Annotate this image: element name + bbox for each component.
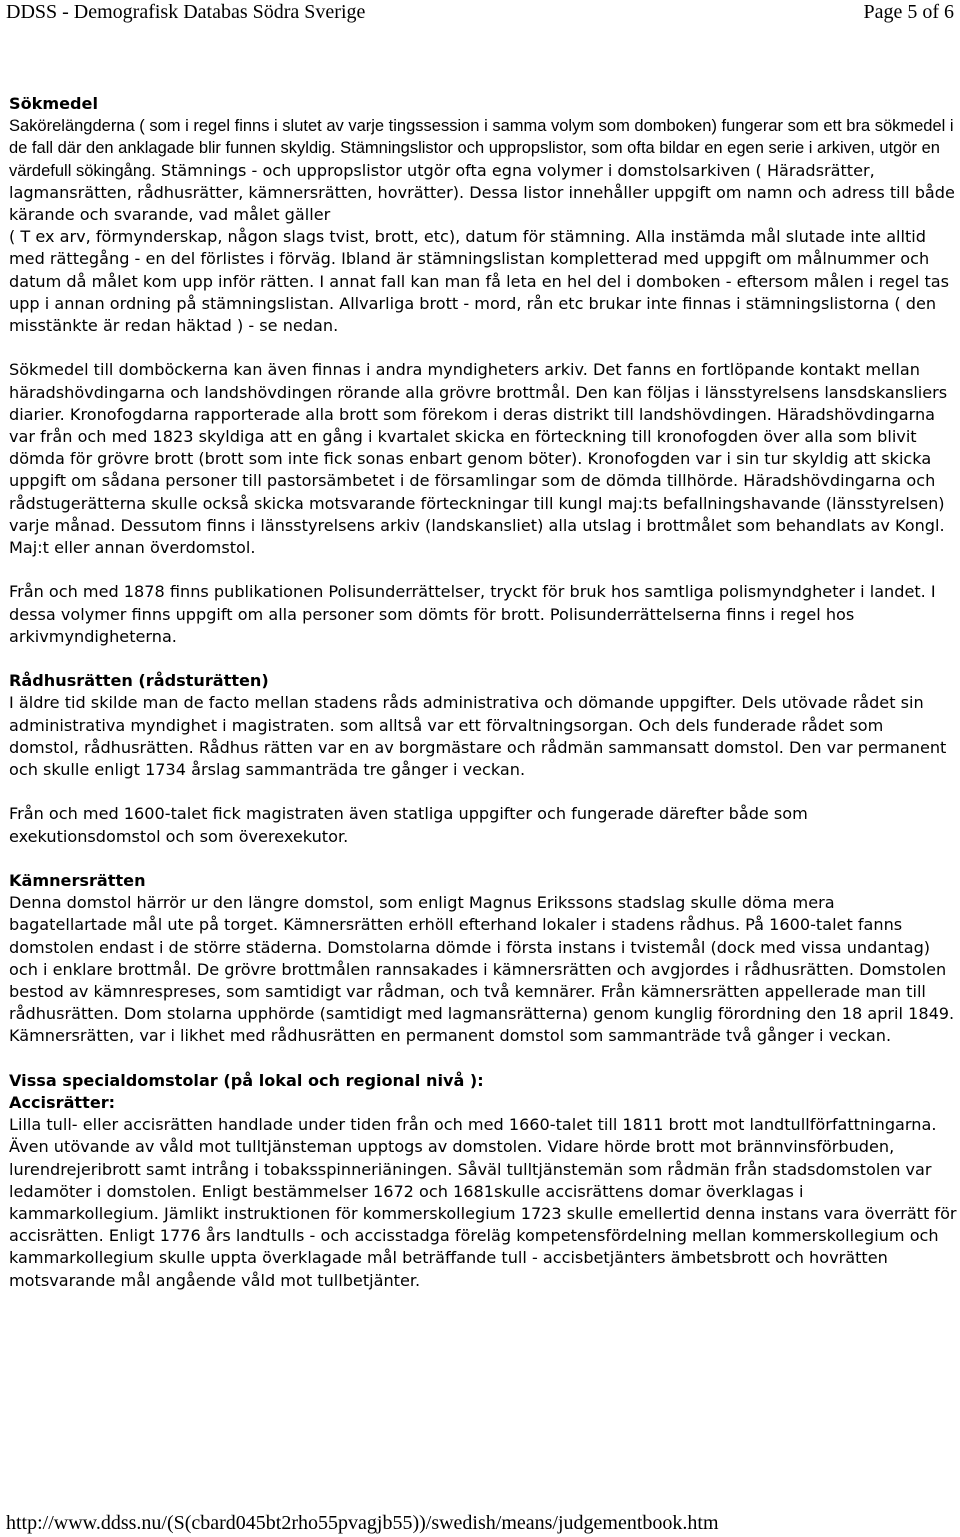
paragraph-sokmedel-3: Från och med 1878 finns publikationen Polisunderrättelser, tryckt för bruk hos samtliga polismyndgheter i landet. I dessa volymer finns uppgift om alla personer som dömts för brott. Polisunderrättelserna finns i regel hos arkivmyndigheterna.: [9, 582, 936, 646]
paragraph-kamnersratten-1: Denna domstol härrör ur den längre domstol, som enligt Magnus Erikssons stadslag skulle döma mera bagatellartade mål ute på torget. Kämnersrätten erhöll efterhand lokaler i stadens rådhus. På 1600-talet fanns domstolen endast i de större städerna. Domstolarna dömde i första instans i tvistemål (dock med vissa undantag) och i enklare brottmål. De grövre brottmålen rannsakades i kämnersrätten och avgjordes i rådhusrätten. Domstolen bestod av kämnrespreses, som samtidigt var rådman, och två kemnärer. Från kämnersrätten appellerade man till rådhusrätten. Dom stolarna upphörde (samtidigt med lagmansrätterna) genom kunglig förordning den 18 april 1849. Kämnersrätten, var i likhet med rådhusrätten en permanent domstol som sammanträde två gånger i veckan.: [9, 893, 955, 1046]
page-title: DDSS - Demografisk Databas Södra Sverige: [6, 1, 366, 23]
heading-accisratter: Accisrätter:: [9, 1093, 116, 1113]
heading-sokmedel: Sökmedel: [9, 94, 98, 113]
footer-url: http://www.ddss.nu/(S(cbard045bt2rho55pvagjb55))/swedish/means/judgementbook.htm: [6, 1512, 719, 1534]
document-body: [9, 93, 957, 1314]
print-header: [0, 0, 960, 24]
heading-kamnersratten: Kämnersrätten: [9, 871, 146, 891]
paragraph-radhusratten-1: I äldre tid skilde man de facto mellan stadens råds administrativa och dömande uppgifter. Dels utövade rådet sin administrativa myndighet i magistraten. som alltså var ett förvaltningsorgan. Och dels funderade rådet som domstol, rådhusrätten. Rådhus rätten var en av borgmästare och rådmän sammansatt domstol. Den var permanent och skulle enligt 1734 årslag sammanträda tre gånger i veckan.: [9, 693, 947, 780]
paragraph-sokmedel-1: [9, 115, 957, 226]
paragraph-accisratter-1: Lilla tull- eller accisrätten handlade under tiden från och med 1660-talet till 1811 brott mot landtullförfattningarna. Även utövande av våld mot tulltjänsteman upptogs av domstolen. Vidare hörde brott mot brännvinsförbuden, lurendrejeribrott samt intrång i tobaksspinneriäningen. Såväl tulltjänstemän som rådmän från stadsdomstolen var ledamöter i domstolen. Enligt bestämmelser 1672 och 1681skulle accisrättens domar överklagas i kammarkollegium. Jämlikt instruktionen för kommerskollegium 1723 skulle emellertid denna instans vara överrätt för accisrätten. Enligt 1776 års landtulls - och accisstadga föreläg kompetensfördelning mellan kommerskollegium och kammarkollegium skulle uppta överklagade mål beträffande tull - accisbetjänters ämbetsbrott och hovrätten motsvarande mål angående våld mot tullbetjänter.: [9, 1115, 957, 1290]
paragraph-radhusratten-2: Från och med 1600-talet fick magistraten även statliga uppgifter och fungerade därefter både som exekutionsdomstol och som överexekutor.: [9, 804, 808, 846]
paragraph-sokmedel-1b: Stämnings - och uppropslistor utgör ofta egna volymer i domstolsarkiven ( Häradsrätter, lagmansrätten, rådhusrätter, kämnersrätten, hovrätter). Dessa listor innehåller uppgift om namn och adress till både kärande och svarande, vad målet gäller: [9, 160, 955, 225]
paragraph-sokmedel-1c: ( T ex arv, förmynderskap, någon slags tvist, brott, etc), datum för stämning. Alla instämda mål slutade inte alltid med rättegång - en del förlistes i förväg. Ibland är stämningslistan kompletterad med uppgift om målnummer och datum då målet kom upp inför rätten. I annat fall kan man få leta en hel del i domboken - eftersom målen i regel tas upp i annan ordning på stämningslistan. Allvarliga brott - mord, rån etc brukar inte finnas i stämningslistorna ( den misstänkte är redan häktad ) - se nedan.: [9, 227, 950, 336]
heading-specialdomstolar: Vissa specialdomstolar (på lokal och regional nivå ):: [9, 1070, 484, 1090]
paragraph-sokmedel-2: Sökmedel till domböckerna kan även finnas i andra myndigheters arkiv. Det fanns en fortlöpande kontakt mellan häradshövdingarna och landshövdingen rörande alla grövre brottmål. Den kan följas i länsstyrelsens lansdskansliers diarier. Kronofogdarna rapporterade alla brott som förekom i deras distrikt till landshövdingen. Häradshövdingarna var från och med 1823 skyldiga att en gång i kvartalet skicka en förteckning till kronofogden över alla som blivit dömda för grövre brott (brott som inte fick sonas enbart genom böter). Kronofogden var i sin tur skyldig att skicka uppgift om sådana personer till pastorsämbetet i de församlingar som de dömda tillhörde. Häradshövdingarna och rådstugerätterna skulle också skicka motsvarande förteckningar till kungl maj:ts befallningshavande (länsstyrelsen) varje månad. Dessutom finns i länsstyrelsens arkiv (landskansliet) alla utslag i brottmålet som behandlats av Kongl. Maj:t eller annan överdomstol.: [9, 360, 948, 558]
page-number: Page 5 of 6: [863, 1, 954, 23]
paragraph-sokmedel-1a: Sakörelängderna ( som i regel finns i slutet av varje tingssession i samma volym som domboken) fungerar som ett bra sökmedel i de fall där den anklagade blir funnen skyldig. Stämningslistor och uppropslistor, som ofta bildar en egen serie i arkiven, utgör en värdefull sökingång.: [9, 117, 954, 180]
heading-radhusratten: Rådhusrätten (rådsturätten): [9, 671, 269, 691]
